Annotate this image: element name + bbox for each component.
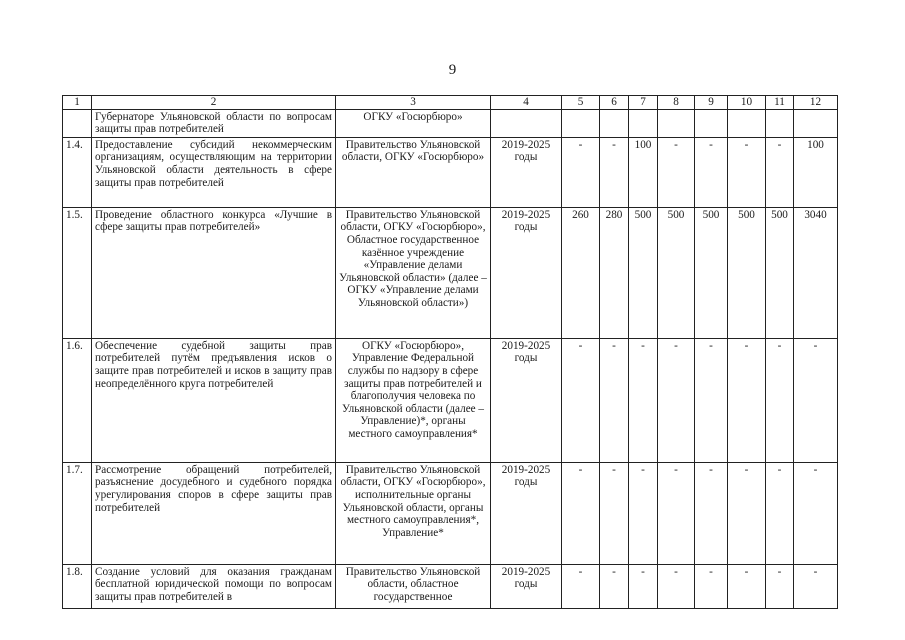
executor: ОГКУ «Госюрбюро», Управление Федеральной службы по надзору в сфере защиты прав потребителей и благополучия человека по Ульяновской области (далее – Управление)*, органы местного самоуправления* <box>336 338 491 462</box>
value-cell: - <box>600 564 629 608</box>
column-header: 11 <box>766 96 794 110</box>
value-cell: - <box>600 462 629 564</box>
table-row <box>63 207 838 338</box>
value-cell: - <box>695 564 728 608</box>
column-header: 7 <box>629 96 658 110</box>
row-number: 1.6. <box>63 338 92 462</box>
value-cell: - <box>766 338 794 462</box>
period: 2019-2025 годы <box>491 338 562 462</box>
measure-description: Проведение областного конкурса «Лучшие в сфере защиты прав потребителей» <box>92 207 336 338</box>
column-header: 1 <box>63 96 92 110</box>
table-row <box>63 564 838 608</box>
row-number: 1.5. <box>63 207 92 338</box>
measure-description: Создание условий для оказания гражданам бесплатной юридической помощи по вопросам защиты прав потребителей в <box>92 564 336 608</box>
value-cell: - <box>562 462 600 564</box>
value-cell: 500 <box>728 207 766 338</box>
value-cell: - <box>766 462 794 564</box>
value-cell <box>600 109 629 137</box>
value-cell: - <box>658 564 695 608</box>
column-header: 8 <box>658 96 695 110</box>
value-cell: 280 <box>600 207 629 338</box>
period: 2019-2025 годы <box>491 462 562 564</box>
value-cell: - <box>794 338 838 462</box>
value-cell: - <box>658 462 695 564</box>
header-row <box>63 96 838 110</box>
value-cell: - <box>658 137 695 207</box>
executor: Правительство Ульяновской области, областное государственное <box>336 564 491 608</box>
period: 2019-2025 годы <box>491 137 562 207</box>
value-cell: - <box>629 338 658 462</box>
value-cell: - <box>766 137 794 207</box>
table-row <box>63 338 838 462</box>
period: 2019-2025 годы <box>491 207 562 338</box>
value-cell: 100 <box>794 137 838 207</box>
value-cell <box>766 109 794 137</box>
column-header: 2 <box>92 96 336 110</box>
value-cell <box>794 109 838 137</box>
measures-table <box>62 95 838 609</box>
value-cell: - <box>794 462 838 564</box>
value-cell: - <box>728 564 766 608</box>
column-header: 6 <box>600 96 629 110</box>
measure-description: Губернаторе Ульяновской области по вопросам защиты прав потребителей <box>92 109 336 137</box>
column-header: 10 <box>728 96 766 110</box>
value-cell: 500 <box>658 207 695 338</box>
table-row <box>63 109 838 137</box>
table-row <box>63 137 838 207</box>
value-cell <box>728 109 766 137</box>
table-row <box>63 462 838 564</box>
measure-description: Предоставление субсидий некоммерческим организациям, осуществляющим на территории Ульяновской области деятельность в сфере защиты прав потребителей <box>92 137 336 207</box>
value-cell: - <box>695 137 728 207</box>
measure-description: Обеспечение судебной защиты прав потребителей путём предъявления исков о защите прав потребителей и исков в защиту прав неопределённого круга потребителей <box>92 338 336 462</box>
executor: Правительство Ульяновской области, ОГКУ «Госюрбюро», Областное государственное казённое учреждение «Управление делами Ульяновской области» (далее – ОГКУ «Управление делами Ульяновской области») <box>336 207 491 338</box>
value-cell: - <box>600 137 629 207</box>
column-header: 9 <box>695 96 728 110</box>
value-cell: 100 <box>629 137 658 207</box>
value-cell: - <box>728 137 766 207</box>
column-header: 12 <box>794 96 838 110</box>
value-cell: - <box>695 338 728 462</box>
value-cell <box>695 109 728 137</box>
row-number: 1.7. <box>63 462 92 564</box>
value-cell <box>658 109 695 137</box>
value-cell: - <box>728 462 766 564</box>
value-cell: - <box>794 564 838 608</box>
executor: ОГКУ «Госюрбюро» <box>336 109 491 137</box>
value-cell: - <box>766 564 794 608</box>
value-cell: 260 <box>562 207 600 338</box>
value-cell: 500 <box>629 207 658 338</box>
executor: Правительство Ульяновской области, ОГКУ «Госюрбюро», исполнительные органы Ульяновской области, органы местного самоуправления*, Управление* <box>336 462 491 564</box>
value-cell: - <box>600 338 629 462</box>
executor: Правительство Ульяновской области, ОГКУ «Госюрбюро» <box>336 137 491 207</box>
value-cell: - <box>695 462 728 564</box>
value-cell <box>562 109 600 137</box>
value-cell: - <box>562 338 600 462</box>
row-number: 1.4. <box>63 137 92 207</box>
value-cell: 3040 <box>794 207 838 338</box>
value-cell: - <box>629 564 658 608</box>
value-cell: - <box>728 338 766 462</box>
value-cell: 500 <box>695 207 728 338</box>
row-number: 1.8. <box>63 564 92 608</box>
value-cell: - <box>562 564 600 608</box>
column-header: 5 <box>562 96 600 110</box>
period <box>491 109 562 137</box>
column-header: 4 <box>491 96 562 110</box>
period: 2019-2025 годы <box>491 564 562 608</box>
page-number: 9 <box>448 62 457 78</box>
value-cell: - <box>629 462 658 564</box>
value-cell: 500 <box>766 207 794 338</box>
column-header: 3 <box>336 96 491 110</box>
value-cell: - <box>658 338 695 462</box>
row-number <box>63 109 92 137</box>
measure-description: Рассмотрение обращений потребителей, разъяснение досудебного и судебного порядка урегулирования споров в сфере защиты прав потребителей <box>92 462 336 564</box>
value-cell: - <box>562 137 600 207</box>
value-cell <box>629 109 658 137</box>
